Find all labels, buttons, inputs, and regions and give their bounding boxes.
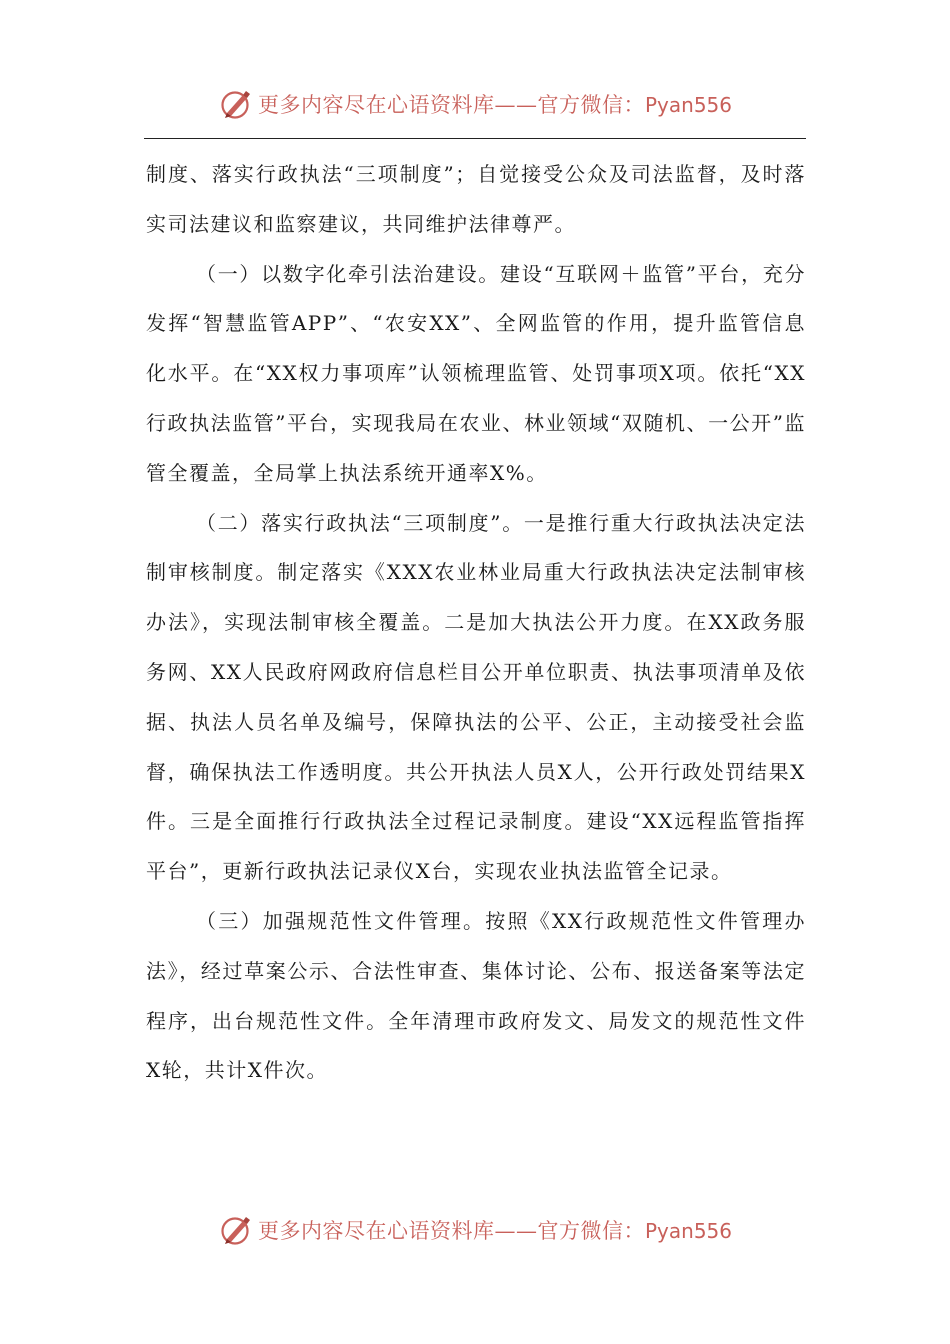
pen-logo-icon — [218, 1212, 254, 1248]
watermark-label: 官方微信： — [537, 1219, 645, 1243]
paragraph-three-systems: （二）落实行政执法“三项制度”。一是推行重大行政执法决定法制审核制度。制定落实《XXX农业林业局重大行政执法决定法制审核办法》，实现法制审核全覆盖。二是加大执法公开力度。在XX政务服务网、XX人民政府网政府信息栏目公开单位职责、执法事项清单及依据、执法人员名单及编号，保障执法的公平、公正，主动接受社会监督，确保执法工作透明度。共公开执法人员X人，公开行政处罚结果X件。三是全面推行行政执法全过程记录制度。建设“XX远程监管指挥平台”，更新行政执法记录仪X台，实现农业执法监管全记录。 — [146, 510, 806, 884]
header-watermark — [0, 82, 950, 126]
watermark-handle: Pyan556 — [644, 1219, 732, 1243]
document-body — [146, 150, 806, 1096]
watermark-handle: Pyan556 — [644, 93, 732, 117]
paragraph-digital-governance: （一）以数字化牵引法治建设。建设“互联网＋监管”平台，充分发挥“智慧监管APP”、“农安XX”、全网监管的作用，提升监管信息化水平。在“XX权力事项库”认领梳理监管、处罚事项X项。依托“XX行政执法监管”平台，实现我局在农业、林业领域“双随机、一公开”监管全覆盖，全局掌上执法系统开通率X%。 — [146, 261, 806, 485]
pen-logo-icon — [218, 86, 254, 122]
watermark-brand: 更多内容尽在心语资料库 — [257, 93, 495, 117]
watermark-label: 官方微信： — [537, 93, 645, 117]
watermark-brand: 更多内容尽在心语资料库 — [257, 1219, 495, 1243]
watermark-separator: —— — [494, 1219, 538, 1243]
paragraph-continuation: 制度、落实行政执法“三项制度”；自觉接受公众及司法监督，及时落实司法建议和监察建议，共同维护法律尊严。 — [146, 162, 806, 236]
footer-watermark — [0, 1208, 950, 1252]
watermark-separator: —— — [494, 93, 538, 117]
paragraph-normative-documents: （三）加强规范性文件管理。按照《XX行政规范性文件管理办法》，经过草案公示、合法性审查、集体讨论、公布、报送备案等法定程序，出台规范性文件。全年清理市政府发文、局发文的规范性文件X轮，共计X件次。 — [146, 908, 806, 1083]
header-divider — [144, 138, 806, 139]
